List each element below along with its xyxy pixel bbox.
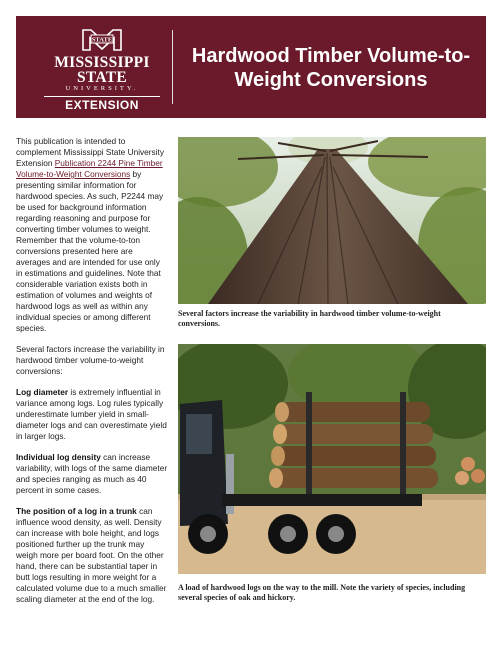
factor-term: Log diameter xyxy=(16,387,69,397)
intro-paragraph xyxy=(16,136,168,334)
tree-trunk-photo xyxy=(178,137,486,304)
factor-text: can increase variability, with logs of the same diameter and species ranging as much as 40 percent in some cases. xyxy=(16,452,168,495)
intro-text-continued: by presenting similar information for hardwood species. As such, P2244 may be used for background information regarding reasoning and purpose for converting timber volumes to weight. Remember that the volume-to-ton conversions presented here are averages and are intended for use only in estimations and guidelines. Note that considerable variation exists both in estimation of volumes and weights of hardwood logs as well as within any individual species or among different species. xyxy=(16,169,164,333)
factor-paragraph xyxy=(16,452,168,496)
logo-state-text: MISSISSIPPI STATE xyxy=(54,54,150,86)
monogram-text: STATE xyxy=(91,36,113,44)
logo-rule xyxy=(44,96,160,97)
publication-2244-link[interactable]: Publication 2244 Pine Timber Volume-to-Weight Conversions xyxy=(16,158,163,179)
truck-photo-caption: A load of hardwood logs on the way to the mill. Note the variety of species, including several species of oak and hickory. xyxy=(178,583,466,602)
msu-monogram-icon xyxy=(79,24,125,54)
page-title: Hardwood Timber Volume-to-Weight Conversions xyxy=(191,45,471,91)
factor-text: is extremely influential in variance among logs. Log rules typically underestimate lumber yield in small-diameter logs and can overestimate yield in larger logs. xyxy=(16,387,167,441)
tree-photo-caption: Several factors increase the variability in hardwood timber volume-to-weight conversions. xyxy=(178,309,441,328)
factor-paragraph xyxy=(16,387,168,442)
factor-term: Individual log density xyxy=(16,452,101,462)
factor-text: can influence wood density, as well. Density can increase with bole height, and logs positioned further up the trunk may weigh more per board foot. On the other hand, there can be substantial taper in butt logs resulting in more weight for a calculated volume due to a much smaller scaling diameter at the end of the log. xyxy=(16,506,167,604)
log-truck-photo xyxy=(178,344,486,574)
factors-intro-paragraph: Several factors increase the variability in hardwood timber volume-to-weight conversions: xyxy=(16,344,165,376)
intro-text: This publication is intended to complement Mississippi State University Extension xyxy=(16,136,165,168)
header-divider xyxy=(172,30,173,104)
logo-university-text: UNIVERSITY. xyxy=(65,85,139,92)
header-banner xyxy=(16,16,486,118)
factor-term: The position of a log in a trunk xyxy=(16,506,137,516)
body-text-column xyxy=(16,136,168,615)
msu-extension-logo xyxy=(38,24,166,112)
logo-extension-text: EXTENSION xyxy=(65,98,139,112)
factor-paragraph xyxy=(16,506,168,605)
